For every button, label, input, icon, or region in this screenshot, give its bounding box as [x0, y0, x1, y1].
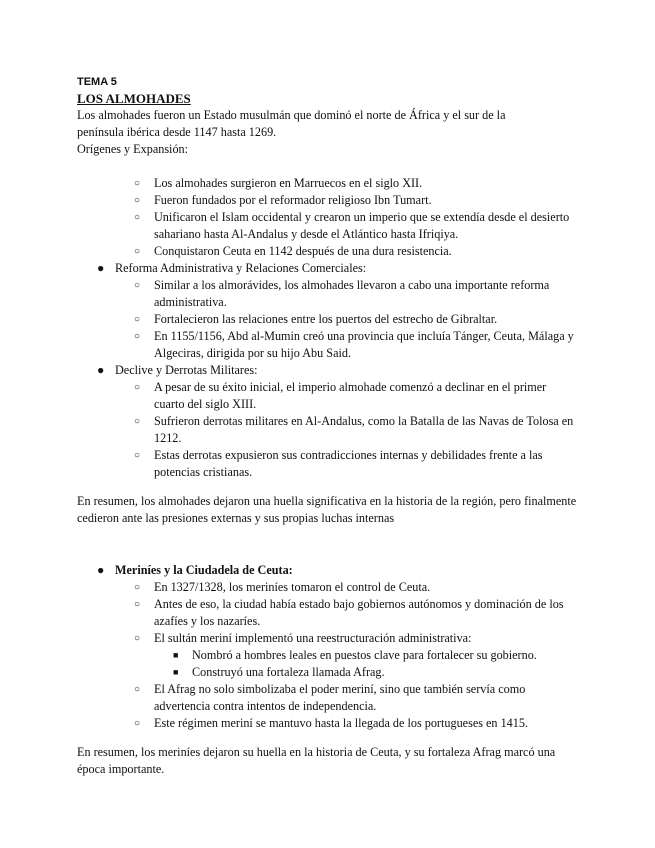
list-item: ○ El sultán meriní implementó una reestructuración administrativa:: [134, 631, 472, 645]
reforma-heading: ● Reforma Administrativa y Relaciones Comerciales:: [97, 261, 367, 275]
circle-bullet-icon: ○: [134, 633, 141, 644]
sub-list-item: ■ Nombró a hombres leales en puestos clave para fortalecer su gobierno.: [173, 648, 537, 662]
list-item: ○ Conquistaron Ceuta en 1142 después de una dura resistencia.: [134, 244, 452, 258]
circle-bullet-icon: ○: [134, 280, 141, 291]
list-item: ○ Estas derrotas expusieron sus contradicciones internas y debilidades frente a las potencias cristianas.: [134, 448, 543, 479]
list-item: ○ Fueron fundados por el reformador religioso Ibn Tumart.: [134, 193, 432, 207]
declive-section: [77, 362, 577, 481]
list-item: ○ En 1155/1156, Abd al-Mumin creó una provincia que incluía Tánger, Ceuta, Málaga y Algeciras, dirigida por su hijo Abu Said.: [134, 329, 574, 360]
intro-line-2: península ibérica desde 1147 hasta 1269.: [77, 125, 277, 139]
circle-bullet-icon: ○: [134, 246, 141, 257]
bullet-icon: ●: [97, 261, 105, 275]
list-item: ○ Unificaron el Islam occidental y crearon un imperio que se extendía desde el desierto sahariano hasta Al-Andalus y desde el Atlántico hasta Ifriqiya.: [134, 210, 570, 241]
list-item: ○ A pesar de su éxito inicial, el imperio almohade comenzó a declinar en el primer cuarto del siglo XIII.: [134, 380, 547, 411]
square-bullet-icon: ■: [173, 667, 179, 677]
circle-bullet-icon: ○: [134, 195, 141, 206]
list-item: ○ Fortalecieron las relaciones entre los puertos del estrecho de Gibraltar.: [134, 312, 498, 326]
circle-bullet-icon: ○: [134, 450, 141, 461]
summary-almohades: En resumen, los almohades dejaron una huella significativa en la historia de la región, pero finalmente cedieron ante las presiones externas y sus propias luchas internas: [77, 494, 577, 525]
bullet-icon: ●: [97, 563, 105, 577]
list-item: ○ El Afrag no solo simbolizaba el poder meriní, sino que también servía como advertencia contra intentos de independencia.: [134, 682, 526, 713]
declive-heading: ● Declive y Derrotas Militares:: [97, 363, 258, 377]
list-item: ○ Similar a los almorávides, los almohades llevaron a cabo una importante reforma administrativa.: [134, 278, 550, 309]
sub-list-item: ■ Construyó una fortaleza llamada Afrag.: [173, 665, 385, 679]
circle-bullet-icon: ○: [134, 416, 141, 427]
intro-paragraph: [77, 107, 577, 141]
circle-bullet-icon: ○: [134, 178, 141, 189]
list-item: ○ Este régimen meriní se mantuvo hasta la llegada de los portugueses en 1415.: [134, 716, 528, 730]
circle-bullet-icon: ○: [134, 684, 141, 695]
tema-label: TEMA 5: [77, 76, 117, 88]
circle-bullet-icon: ○: [134, 718, 141, 729]
merinies-section: [77, 562, 577, 732]
circle-bullet-icon: ○: [134, 599, 141, 610]
list-item: ○ En 1327/1328, los meriníes tomaron el control de Ceuta.: [134, 580, 431, 594]
reforma-section: [77, 260, 577, 362]
circle-bullet-icon: ○: [134, 212, 141, 223]
circle-bullet-icon: ○: [134, 314, 141, 325]
document-body: [77, 75, 577, 778]
bullet-icon: ●: [97, 363, 105, 377]
list-item: ○ Sufrieron derrotas militares en Al-Andalus, como la Batalla de las Navas de Tolosa en 1212.: [134, 414, 574, 445]
origins-heading: Orígenes y Expansión:: [77, 142, 189, 156]
intro-line-1: Los almohades fueron un Estado musulmán que dominó el norte de África y el sur de la: [77, 108, 506, 122]
circle-bullet-icon: ○: [134, 582, 141, 593]
merinies-heading: ● Meriníes y la Ciudadela de Ceuta:: [97, 563, 293, 577]
square-bullet-icon: ■: [173, 650, 179, 660]
origins-list: [77, 175, 577, 260]
circle-bullet-icon: ○: [134, 331, 141, 342]
list-item: ○ Antes de eso, la ciudad había estado bajo gobiernos autónomos y dominación de los azafíes y los nazaríes.: [134, 597, 564, 628]
list-item: ○ Los almohades surgieron en Marruecos en el siglo XII.: [134, 176, 423, 190]
summary-merinies: En resumen, los meriníes dejaron su huella en la historia de Ceuta, y su fortaleza Afrag marcó una época importante.: [77, 745, 556, 776]
page-title: LOS ALMOHADES: [77, 91, 191, 106]
circle-bullet-icon: ○: [134, 382, 141, 393]
